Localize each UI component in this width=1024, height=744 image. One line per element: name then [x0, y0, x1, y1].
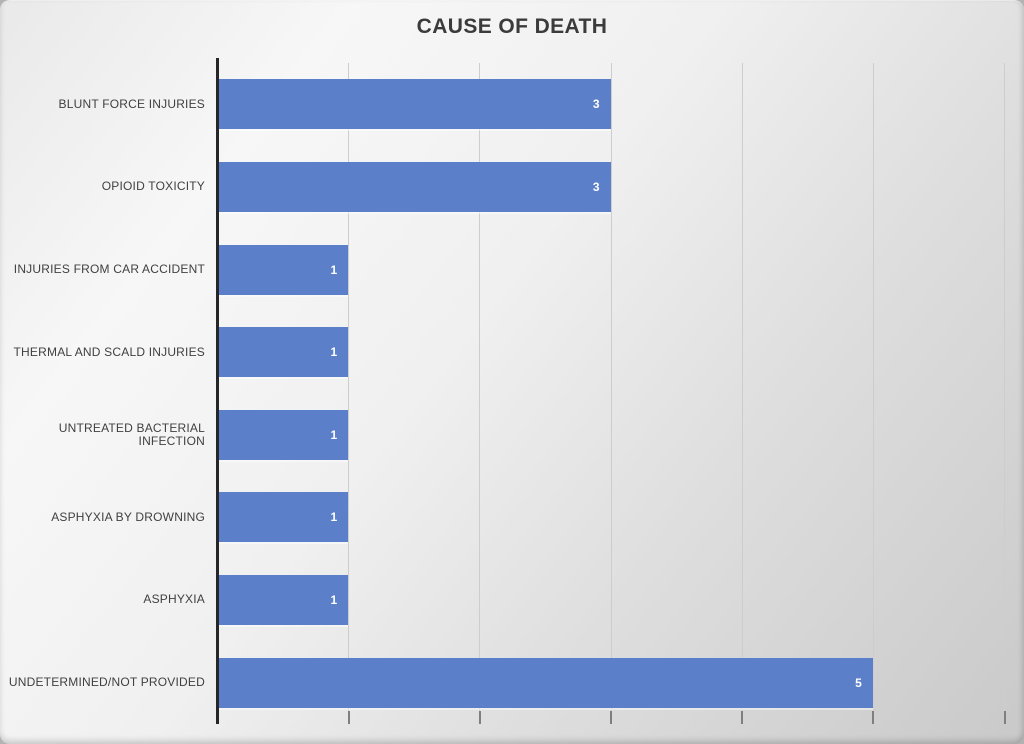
- axis-tick: [610, 711, 612, 724]
- bar: [219, 327, 348, 377]
- data-label: 1: [330, 510, 338, 525]
- bar: [219, 79, 611, 129]
- category-label: UNTREATED BACTERIAL INFECTION: [58, 420, 205, 448]
- category-label: THERMAL AND SCALD INJURIES: [13, 344, 205, 359]
- vertical-gridline: [742, 63, 743, 711]
- axis-tick: [741, 711, 743, 724]
- data-label: 1: [330, 262, 338, 277]
- axis-tick: [872, 711, 874, 724]
- data-label: 3: [592, 179, 600, 194]
- bar: [219, 575, 348, 625]
- bar: [219, 162, 611, 212]
- category-label: OPIOID TOXICITY: [101, 179, 205, 194]
- data-label: 1: [330, 593, 338, 608]
- category-label: BLUNT FORCE INJURIES: [58, 96, 205, 111]
- chart-title: CAUSE OF DEATH: [416, 15, 608, 38]
- data-label: 3: [592, 97, 600, 112]
- category-label: INJURIES FROM CAR ACCIDENT: [13, 261, 205, 276]
- vertical-gridline: [611, 63, 612, 711]
- axis-tick: [479, 711, 481, 724]
- category-label: UNDETERMINED/NOT PROVIDED: [8, 675, 205, 690]
- bar: [219, 245, 348, 295]
- category-label: ASPHYXIA: [143, 592, 205, 607]
- axis-tick: [348, 711, 350, 724]
- data-label: 1: [330, 345, 338, 360]
- bar: [219, 410, 348, 460]
- vertical-gridline: [1004, 63, 1005, 711]
- category-label: ASPHYXIA BY DROWNING: [51, 509, 205, 524]
- data-label: 1: [330, 427, 338, 442]
- axis-tick: [1004, 711, 1006, 724]
- bar: [219, 658, 873, 708]
- vertical-gridline: [873, 63, 874, 711]
- vertical-gridline: [348, 63, 349, 711]
- vertical-gridline: [479, 63, 480, 711]
- bar: [219, 492, 348, 542]
- data-label: 5: [855, 675, 862, 690]
